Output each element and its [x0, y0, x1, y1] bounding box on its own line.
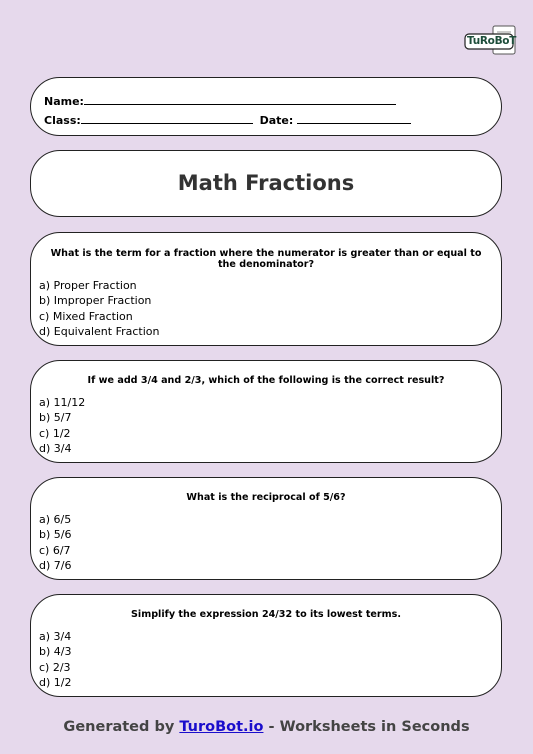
option: d) 1/2	[39, 675, 72, 689]
option: a) 11/12	[39, 396, 86, 409]
question-text: If we add 3/4 and 2/3, which of the following is the correct result?	[87, 375, 445, 386]
options-list	[39, 512, 71, 573]
options-list	[39, 278, 160, 339]
turobot-logo	[463, 24, 517, 58]
option: d) 7/6	[39, 558, 72, 572]
question-card-4	[30, 594, 502, 697]
question-card-1	[30, 232, 502, 346]
name-line[interactable]	[84, 94, 396, 105]
options-list	[39, 395, 85, 456]
option: b) 5/6	[39, 528, 72, 542]
option: c) 6/7	[39, 543, 71, 557]
question-text: What is the reciprocal of 5/6?	[186, 492, 346, 503]
question-card-2	[30, 360, 502, 463]
question-text: What is the term for a fraction where the numerator is greater than or equal to the denominator?	[50, 248, 482, 270]
date-label: Date:	[259, 114, 294, 127]
title-card	[30, 150, 502, 217]
option: c) 2/3	[39, 660, 71, 674]
option: a) 3/4	[39, 630, 72, 643]
footer-suffix: - Worksheets in Seconds	[268, 719, 470, 735]
option: c) Mixed Fraction	[39, 309, 133, 323]
worksheet-title: Math Fractions	[177, 171, 355, 195]
class-line[interactable]	[81, 113, 253, 124]
name-label: Name:	[44, 95, 84, 108]
option: a) Proper Fraction	[39, 279, 137, 292]
turobot-link[interactable]: TuroBot.io	[179, 719, 264, 735]
question-card-3	[30, 477, 502, 580]
class-label: Class:	[44, 114, 81, 127]
class-date-row	[44, 113, 411, 127]
name-row	[44, 94, 396, 108]
option: d) Equivalent Fraction	[39, 324, 160, 338]
option: c) 1/2	[39, 426, 71, 440]
option: b) 5/7	[39, 411, 72, 425]
student-info-card	[30, 77, 502, 136]
option: d) 3/4	[39, 441, 72, 455]
footer-prefix: Generated by	[63, 719, 175, 735]
options-list	[39, 629, 71, 690]
footer	[0, 719, 533, 735]
option: b) Improper Fraction	[39, 294, 152, 308]
question-text: Simplify the expression 24/32 to its lowest terms.	[131, 609, 401, 620]
date-line[interactable]	[297, 113, 411, 124]
option: b) 4/3	[39, 645, 72, 659]
logo-text: TuRoBoT	[467, 35, 517, 47]
option: a) 6/5	[39, 513, 72, 526]
